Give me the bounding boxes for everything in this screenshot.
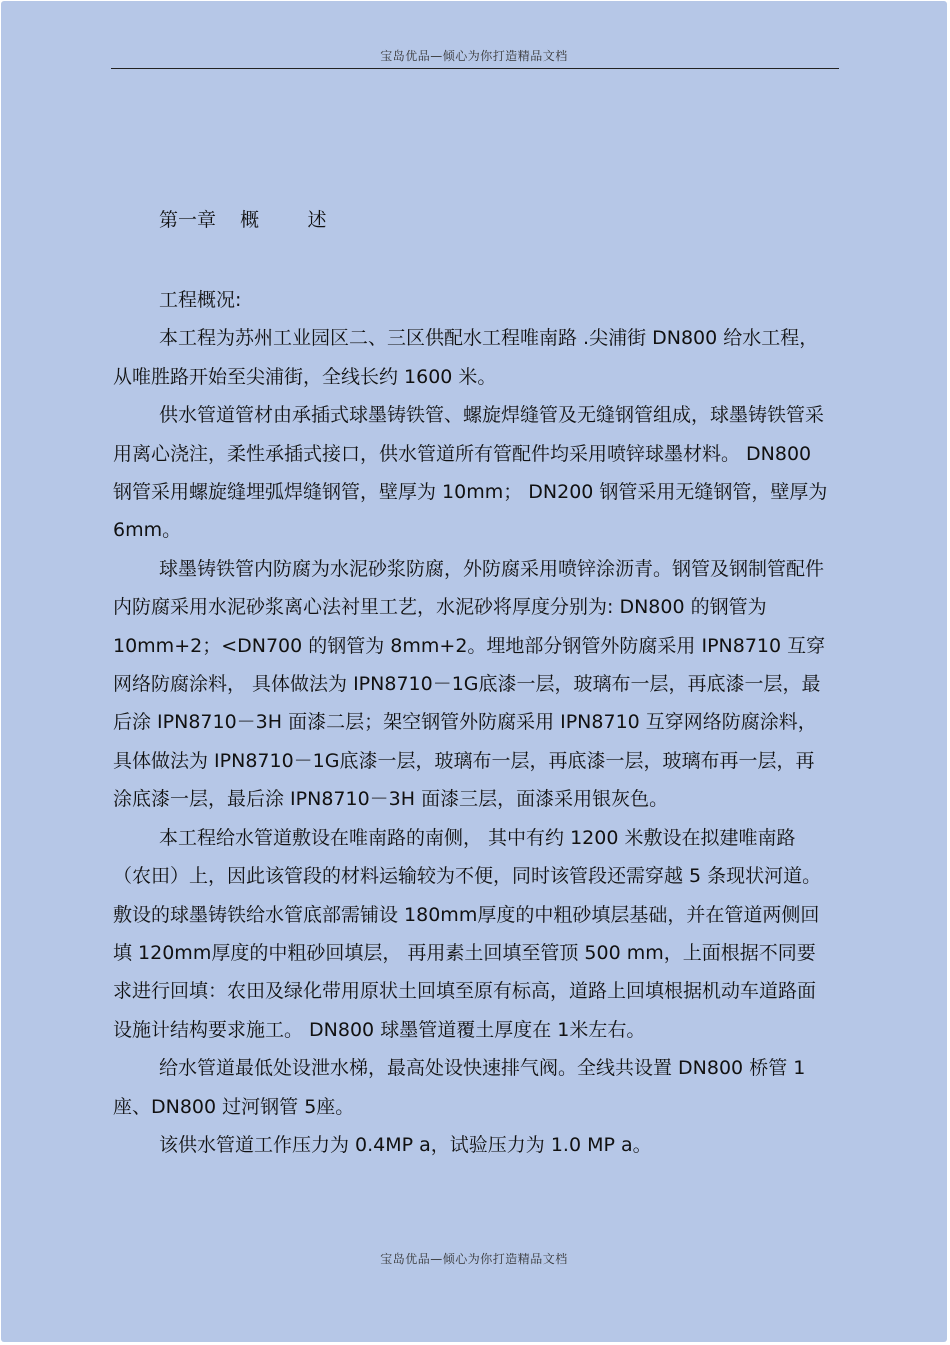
page-header: 宝岛优品—倾心为你打造精品文档 [380,49,568,63]
header-divider [111,68,839,69]
paragraph-pipe-materials: 供水管道管材由承插式球墨铸铁管、螺旋焊缝管及无缝钢管组成，球墨铸铁管采用离心浇注，柔性承插式接口，供水管道所有管配件均采用喷锌球墨材料。 DN800 钢管采用螺旋缝埋弧焊缝钢管，壁厚为 10mm； DN200 钢管采用无缝钢管，壁厚为 6mm。 [113,404,828,542]
body-text [113,281,833,1164]
paragraph-overview: 本工程为苏州工业园区二、三区供配水工程唯南路 .尖浦街 DN800 给水工程，从唯胜路开始至尖浦街，全线长约 1600 米。 [113,327,819,388]
paragraph-anticorrosion: 球墨铸铁管内防腐为水泥砂浆防腐，外防腐采用喷锌涂沥青。钢管及钢制管配件内防腐采用水泥砂浆离心法衬里工艺，水泥砂将厚度分别为: DN800 的钢管为 10mm+2；<DN700 的钢管为 8mm+2。埋地部分钢管外防腐采用 IPN8710 互穿网络防腐涂料， 具体做法为 IPN8710－1G底漆一层，玻璃布一层，再底漆一层，最后涂 IPN8710－3H 面漆二层；架空钢管外防腐采用 IPN8710 互穿网络防腐涂料， 具体做法为 IPN8710－1G底漆一层，玻璃布一层，再底漆一层，玻璃布再一层，再涂底漆一层，最后涂 IPN8710－3H 面漆三层，面漆采用银灰色。 [113,557,826,811]
paragraph-pressure: 该供水管道工作压力为 0.4MP a，试验压力为 1.0 MP a。 [159,1133,652,1156]
paragraph-valves: 给水管道最低处设泄水梯，最高处设快速排气阀。全线共设置 DN800 桥管 1座、DN800 过河钢管 5座。 [113,1057,806,1118]
section-label: 工程概况: [159,289,242,311]
document-page [1,1,947,1342]
page-footer: 宝岛优品—倾心为你打造精品文档 [380,1252,568,1266]
chapter-title: 第一章 概 述 [159,209,327,231]
paragraph-laying: 本工程给水管道敷设在唯南路的南侧， 其中有约 1200 米敷设在拟建唯南路（农田）上，因此该管段的材料运输较为不便，同时该管段还需穿越 5 条现状河道。敷设的球墨铸铁给水管底部需铺设 180mm厚度的中粗砂填层基础，并在管道两侧回填 120mm厚度的中粗砂回填层， 再用素土回填至管顶 500 mm，上面根据不同要求进行回填：农田及绿化带用原状土回填至原有标高，道路上回填根据机动车道路面设施计结构要求施工。 DN800 球墨管道覆土厚度在 1米左右。 [113,826,822,1041]
